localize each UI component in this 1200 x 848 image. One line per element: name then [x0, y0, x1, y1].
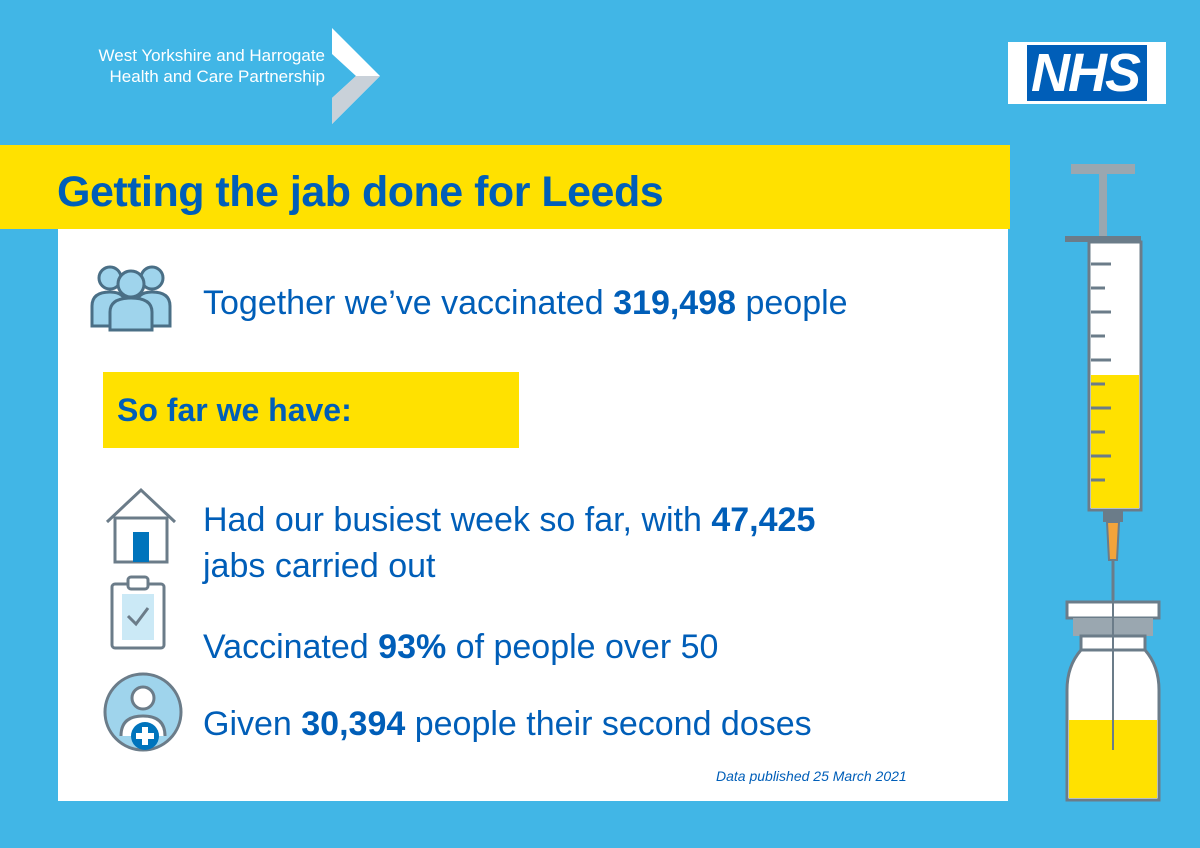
subhead: So far we have: — [103, 372, 519, 448]
partnership-line-1: West Yorkshire and Harrogate — [98, 46, 325, 65]
second-doses-count: 30,394 — [301, 705, 406, 743]
nhs-logo — [1008, 42, 1166, 104]
over-50-percentage: 93% — [378, 628, 447, 666]
person-medical-icon — [101, 670, 191, 758]
people-group-icon — [90, 260, 172, 332]
chevron-logo-icon — [328, 28, 388, 124]
nhs-logo-text: NHS — [1027, 45, 1147, 101]
fact-over-50: Vaccinated 93% of people over 50 — [203, 628, 719, 666]
headline-text: Together we’ve vaccinated 319,498 people — [203, 284, 848, 322]
fact-second-doses: Given 30,394 people their second doses — [203, 705, 812, 743]
house-icon — [103, 486, 179, 566]
page-title: Getting the jab done for Leeds — [57, 168, 664, 216]
partnership-line-2: Health and Care Partnership — [109, 67, 325, 86]
data-published-note: Data published 25 March 2021 — [716, 768, 907, 784]
fact-busiest-week: Had our busiest week so far, with 47,425 jabs carried out — [203, 501, 816, 585]
syringe-vial-icon — [1055, 160, 1175, 810]
people-vaccinated-count: 319,498 — [613, 284, 737, 322]
clipboard-check-icon — [108, 574, 168, 652]
partnership-name — [40, 45, 325, 87]
busiest-week-jabs-count: 47,425 — [711, 501, 816, 539]
